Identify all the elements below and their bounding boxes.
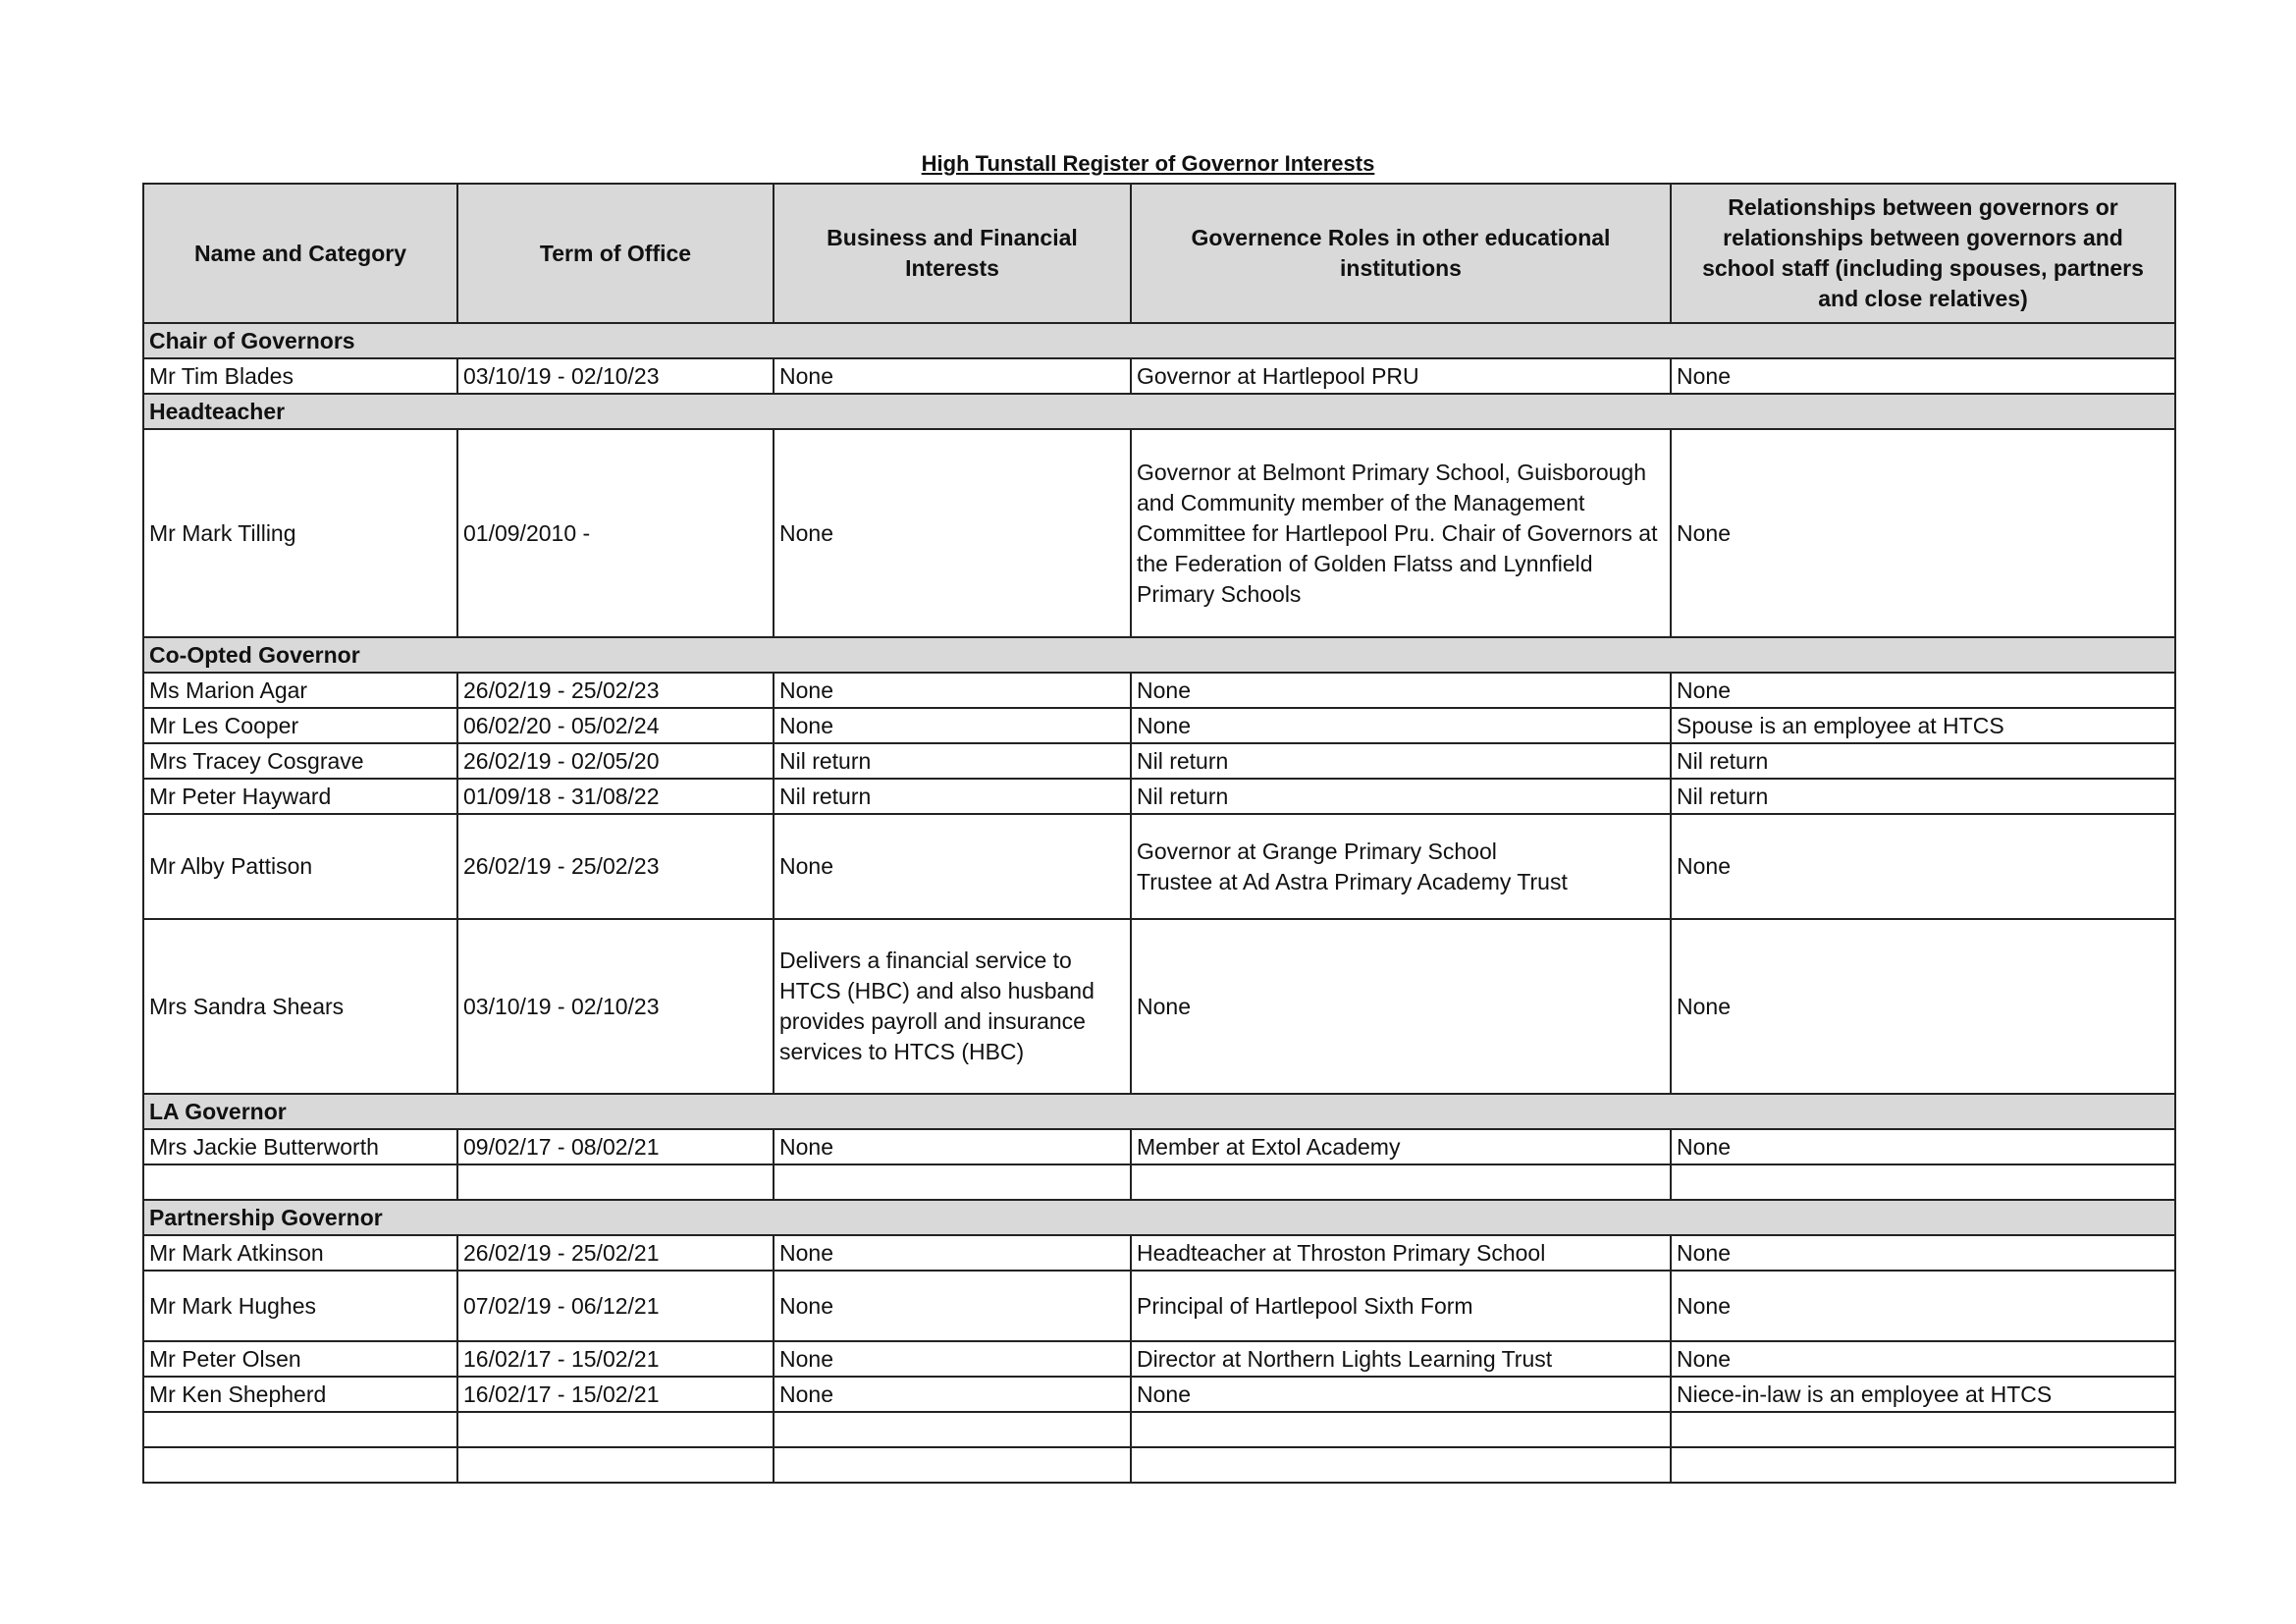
cell-governance: Headteacher at Throston Primary School (1131, 1235, 1671, 1271)
empty-cell (1131, 1164, 1671, 1200)
cell-business: None (774, 1129, 1131, 1164)
cell-governance: None (1131, 919, 1671, 1094)
table-row (143, 358, 2175, 394)
cell-relationships: None (1671, 429, 2175, 637)
table-row (143, 1129, 2175, 1164)
cell-name: Mrs Jackie Butterworth (143, 1129, 457, 1164)
cell-business: None (774, 358, 1131, 394)
cell-term: 16/02/17 - 15/02/21 (457, 1377, 774, 1412)
empty-row (143, 1412, 2175, 1447)
category-row-coopted (143, 637, 2175, 673)
cell-business: None (774, 673, 1131, 708)
cell-name: Ms Marion Agar (143, 673, 457, 708)
category-label: Partnership Governor (143, 1200, 2175, 1235)
table-row (143, 743, 2175, 779)
governor-interests-table (142, 183, 2176, 1484)
cell-relationships: None (1671, 358, 2175, 394)
empty-cell (1671, 1447, 2175, 1483)
category-label: LA Governor (143, 1094, 2175, 1129)
cell-governance: Nil return (1131, 779, 1671, 814)
cell-governance: None (1131, 1377, 1671, 1412)
cell-governance: None (1131, 708, 1671, 743)
cell-term: 26/02/19 - 02/05/20 (457, 743, 774, 779)
cell-relationships: None (1671, 1129, 2175, 1164)
cell-relationships: Niece-in-law is an employee at HTCS (1671, 1377, 2175, 1412)
cell-name: Mr Ken Shepherd (143, 1377, 457, 1412)
header-governance-roles: Governence Roles in other educational institutions (1131, 184, 1671, 323)
empty-cell (1671, 1412, 2175, 1447)
cell-relationships: None (1671, 1341, 2175, 1377)
category-row-headteacher (143, 394, 2175, 429)
empty-cell (1671, 1164, 2175, 1200)
cell-term: 01/09/2010 - (457, 429, 774, 637)
cell-governance: Governor at Hartlepool PRU (1131, 358, 1671, 394)
cell-name: Mr Peter Olsen (143, 1341, 457, 1377)
cell-relationships: Spouse is an employee at HTCS (1671, 708, 2175, 743)
cell-name: Mr Alby Pattison (143, 814, 457, 919)
cell-governance: Governor at Grange Primary School Trustee at Ad Astra Primary Academy Trust (1131, 814, 1671, 919)
category-label: Headteacher (143, 394, 2175, 429)
category-label: Chair of Governors (143, 323, 2175, 358)
header-name-category: Name and Category (143, 184, 457, 323)
cell-business: None (774, 1235, 1131, 1271)
cell-term: 26/02/19 - 25/02/23 (457, 673, 774, 708)
category-row-chair (143, 323, 2175, 358)
table-row (143, 708, 2175, 743)
header-relationships: Relationships between governors or relationships between governors and school staff (including spouses, partners and close relatives) (1671, 184, 2175, 323)
cell-term: 09/02/17 - 08/02/21 (457, 1129, 774, 1164)
cell-term: 06/02/20 - 05/02/24 (457, 708, 774, 743)
cell-business: None (774, 1341, 1131, 1377)
table-row (143, 814, 2175, 919)
table-row (143, 779, 2175, 814)
cell-term: 26/02/19 - 25/02/23 (457, 814, 774, 919)
cell-business: None (774, 1271, 1131, 1341)
empty-cell (774, 1412, 1131, 1447)
empty-cell (774, 1447, 1131, 1483)
cell-governance: Director at Northern Lights Learning Trust (1131, 1341, 1671, 1377)
cell-name: Mr Les Cooper (143, 708, 457, 743)
cell-business: Nil return (774, 743, 1131, 779)
table-row (143, 673, 2175, 708)
cell-name: Mr Tim Blades (143, 358, 457, 394)
empty-cell (457, 1164, 774, 1200)
empty-row (143, 1164, 2175, 1200)
cell-business: None (774, 429, 1131, 637)
cell-name: Mr Mark Tilling (143, 429, 457, 637)
cell-governance: None (1131, 673, 1671, 708)
empty-cell (143, 1164, 457, 1200)
table-row (143, 1341, 2175, 1377)
header-term-of-office: Term of Office (457, 184, 774, 323)
cell-relationships: None (1671, 814, 2175, 919)
table-row (143, 1271, 2175, 1341)
cell-term: 16/02/17 - 15/02/21 (457, 1341, 774, 1377)
table-row (143, 1377, 2175, 1412)
empty-cell (457, 1447, 774, 1483)
cell-governance: Member at Extol Academy (1131, 1129, 1671, 1164)
cell-term: 03/10/19 - 02/10/23 (457, 358, 774, 394)
cell-term: 07/02/19 - 06/12/21 (457, 1271, 774, 1341)
cell-term: 01/09/18 - 31/08/22 (457, 779, 774, 814)
empty-cell (143, 1412, 457, 1447)
table-row (143, 919, 2175, 1094)
cell-relationships: None (1671, 919, 2175, 1094)
cell-name: Mr Mark Atkinson (143, 1235, 457, 1271)
cell-relationships: Nil return (1671, 743, 2175, 779)
table-row (143, 429, 2175, 637)
cell-business: Nil return (774, 779, 1131, 814)
cell-business: None (774, 1377, 1131, 1412)
empty-cell (774, 1164, 1131, 1200)
cell-name: Mrs Tracey Cosgrave (143, 743, 457, 779)
cell-relationships: Nil return (1671, 779, 2175, 814)
category-row-la (143, 1094, 2175, 1129)
cell-governance: Principal of Hartlepool Sixth Form (1131, 1271, 1671, 1341)
table-row (143, 1235, 2175, 1271)
document-title: High Tunstall Register of Governor Interests (921, 151, 1375, 176)
cell-name: Mr Peter Hayward (143, 779, 457, 814)
cell-term: 26/02/19 - 25/02/21 (457, 1235, 774, 1271)
cell-business: None (774, 708, 1131, 743)
cell-name: Mrs Sandra Shears (143, 919, 457, 1094)
empty-cell (1131, 1447, 1671, 1483)
header-business-financial: Business and Financial Interests (774, 184, 1131, 323)
empty-cell (1131, 1412, 1671, 1447)
category-label: Co-Opted Governor (143, 637, 2175, 673)
cell-relationships: None (1671, 1271, 2175, 1341)
cell-relationships: None (1671, 1235, 2175, 1271)
category-row-partnership (143, 1200, 2175, 1235)
empty-cell (457, 1412, 774, 1447)
empty-cell (143, 1447, 457, 1483)
cell-name: Mr Mark Hughes (143, 1271, 457, 1341)
cell-business: None (774, 814, 1131, 919)
cell-governance: Nil return (1131, 743, 1671, 779)
cell-term: 03/10/19 - 02/10/23 (457, 919, 774, 1094)
cell-relationships: None (1671, 673, 2175, 708)
empty-row (143, 1447, 2175, 1483)
cell-governance: Governor at Belmont Primary School, Guisborough and Community member of the Management Committee for Hartlepool Pru. Chair of Governors at the Federation of Golden Flatss and Lynnfield Primary Schools (1131, 429, 1671, 637)
table-header-row (143, 184, 2175, 323)
cell-business: Delivers a financial service to HTCS (HBC) and also husband provides payroll and insurance services to HTCS (HBC) (774, 919, 1131, 1094)
